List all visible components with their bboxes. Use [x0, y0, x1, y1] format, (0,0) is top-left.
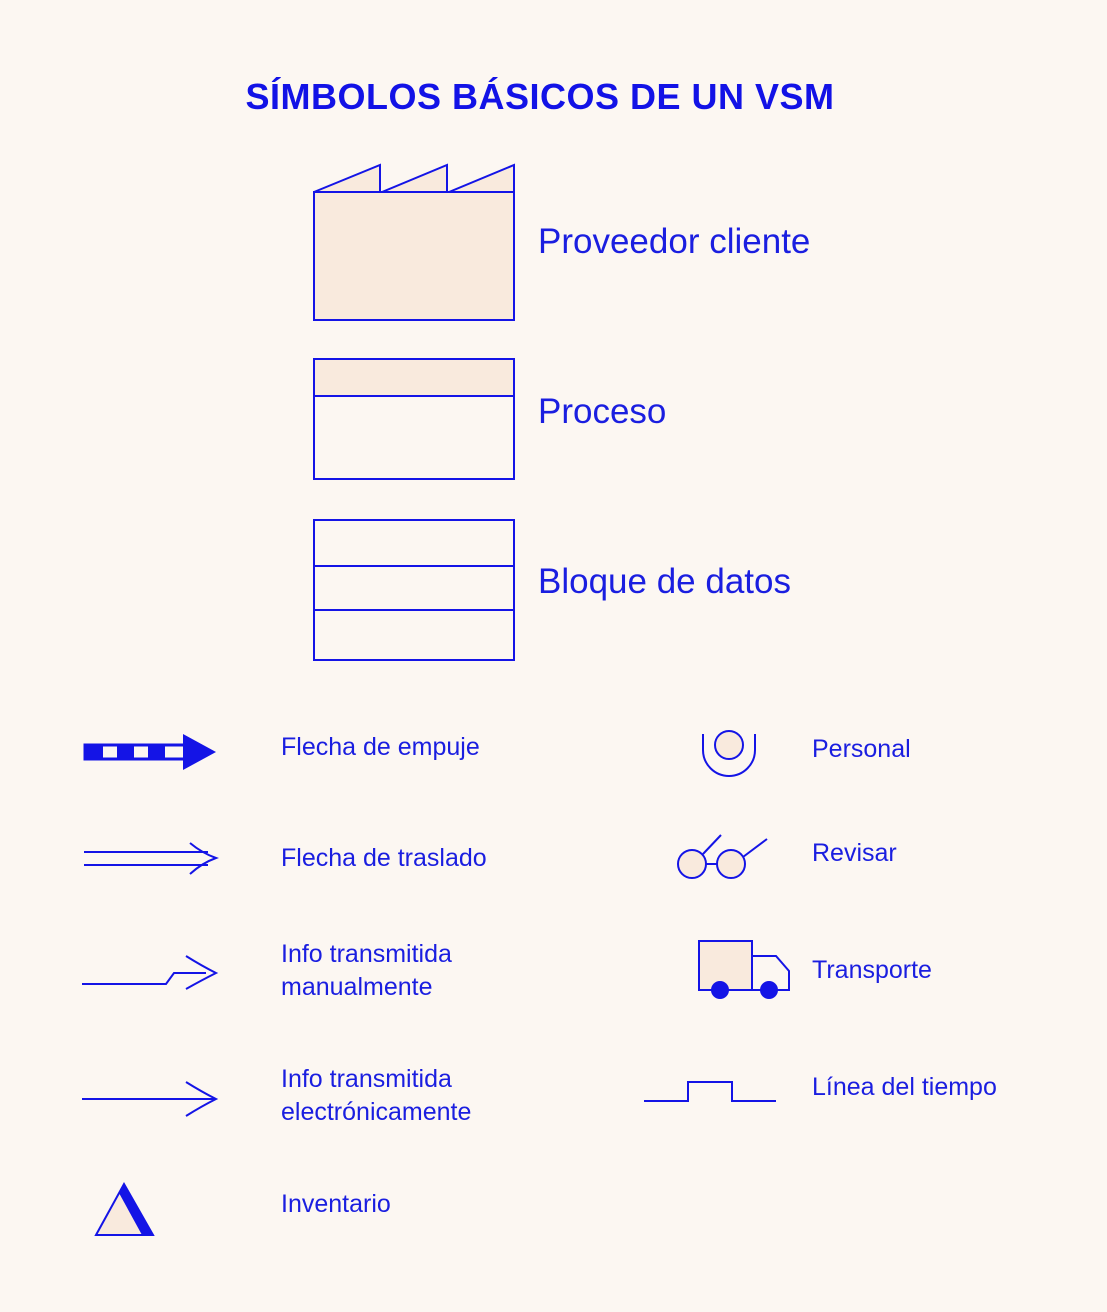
operator-icon	[700, 728, 760, 780]
push-arrow-icon	[82, 732, 222, 772]
data-box-label: Bloque de datos	[538, 562, 791, 601]
shipment-arrow-icon	[82, 840, 222, 880]
review-label: Revisar	[812, 839, 897, 867]
truck-icon	[696, 938, 794, 1002]
electronic-info-label: Info transmitida electrónicamente	[281, 1065, 472, 1126]
push-arrow-label: Flecha de empuje	[281, 733, 480, 761]
page-title: SÍMBOLOS BÁSICOS DE UN VSM	[245, 76, 835, 117]
manual-info-label: Info transmitida manualmente	[281, 940, 452, 1001]
transport-label: Transporte	[812, 956, 932, 984]
factory-icon	[312, 162, 517, 324]
operator-label: Personal	[812, 735, 911, 763]
inventory-triangle-icon	[92, 1180, 158, 1240]
timeline-icon	[642, 1078, 780, 1106]
glasses-icon	[674, 832, 772, 884]
timeline-label: Línea del tiempo	[812, 1073, 997, 1101]
electronic-info-arrow-icon	[80, 1080, 222, 1120]
supplier-customer-label: Proveedor cliente	[538, 222, 811, 261]
data-box-icon	[312, 518, 517, 664]
shipment-arrow-label: Flecha de traslado	[281, 844, 487, 872]
inventory-label: Inventario	[281, 1190, 391, 1218]
process-label: Proceso	[538, 392, 667, 431]
manual-info-arrow-icon	[80, 952, 222, 994]
process-box-icon	[312, 357, 517, 483]
